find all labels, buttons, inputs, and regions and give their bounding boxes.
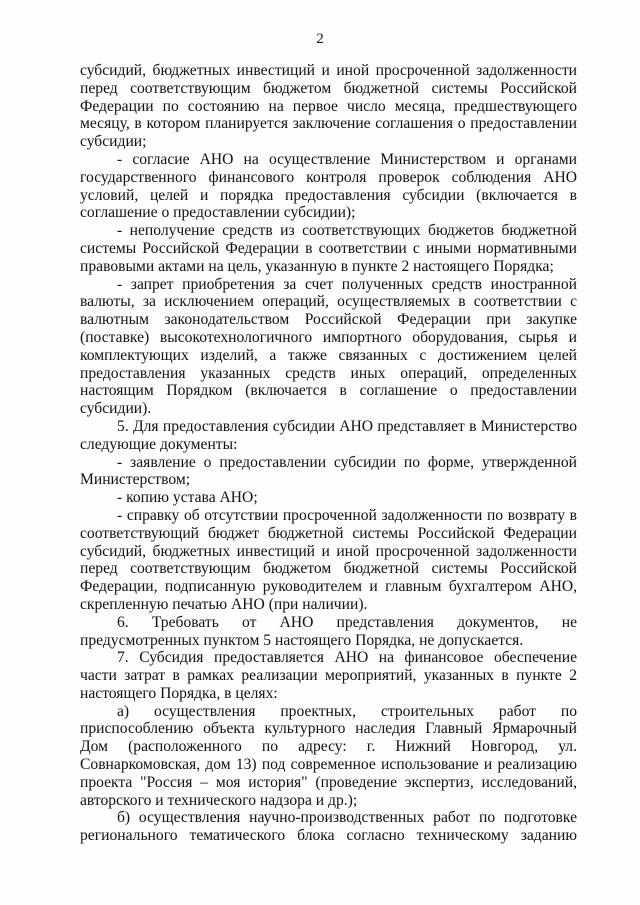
list-item-consent: - согласие АНО на осуществление Министерством и органами государственного финансового контроля проверок соблюдения АНО условий, целей и порядка предоставления субсидии (включается в соглашение о предоставлении субсидии);	[80, 150, 577, 222]
list-item-currency-ban: - запрет приобретения за счет полученных средств иностранной валюты, за исключением операций, осуществляемых в соответствии с валютным законодательством Российской Федерации при закупке (поставке) высокотехнологичного импортного оборудования, сырья и комплектующих изделий, а также связанных с достижением целей предоставления указанных средств иных операций, определенных настоящим Порядком (включается в соглашение о предоставлении субсидии).	[80, 275, 577, 418]
list-item-application: - заявление о предоставлении субсидии по форме, утвержденной Министерством;	[80, 453, 577, 489]
clause-7: 7. Субсидия предоставляется АНО на финансовое обеспечение части затрат в рамках реализации мероприятий, указанных в пункте 2 настоящего Порядка, в целях:	[80, 649, 577, 702]
clause-5: 5. Для предоставления субсидии АНО представляет в Министерство следующие документы:	[80, 417, 577, 453]
list-item-certificate: - справку об отсутствии просроченной задолженности по возврату в соответствующий бюджет бюджетной системы Российской Федерации субсидий, бюджетных инвестиций и иной просроченной задолженности перед соответствующим бюджетом бюджетной системы Российской Федерации, подписанную руководителем и главным бухгалтером АНО, скрепленную печатью АНО (при наличии).	[80, 506, 577, 613]
clause-7-item-b: б) осуществления научно-производственных работ по подготовке регионального тематического блока согласно техническому заданию	[80, 809, 577, 845]
page-number: 2	[316, 31, 324, 47]
clause-7-item-a: а) осуществления проектных, строительных работ по приспособлению объекта культурного наследия Главный Ярмарочный Дом (расположенного по адресу: г. Нижний Новгород, ул. Совнаркомовская, дом 13) под современное использование и реализацию проекта "Россия – моя история" (проведение экспертиз, исследований, авторского и технического надзора и др.);	[80, 702, 577, 809]
list-item-no-funds: - неполучение средств из соответствующих бюджетов бюджетной системы Российской Федерации в соответствии с иными нормативными правовыми актами на цель, указанную в пункте 2 настоящего Порядка;	[80, 222, 577, 275]
list-item-charter-copy: - копию устава АНО;	[117, 489, 258, 507]
document-body	[80, 62, 577, 845]
paragraph-continued: субсидий, бюджетных инвестиций и иной просроченной задолженности перед соответствующим бюджетом бюджетной системы Российской Федерации по состоянию на первое число месяца, предшествующего месяцу, в котором планируется заключение соглашения о предоставлении субсидии;	[80, 62, 577, 151]
clause-6: 6. Требовать от АНО представления документов, не предусмотренных пунктом 5 настоящего Порядка, не допускается.	[80, 613, 577, 649]
